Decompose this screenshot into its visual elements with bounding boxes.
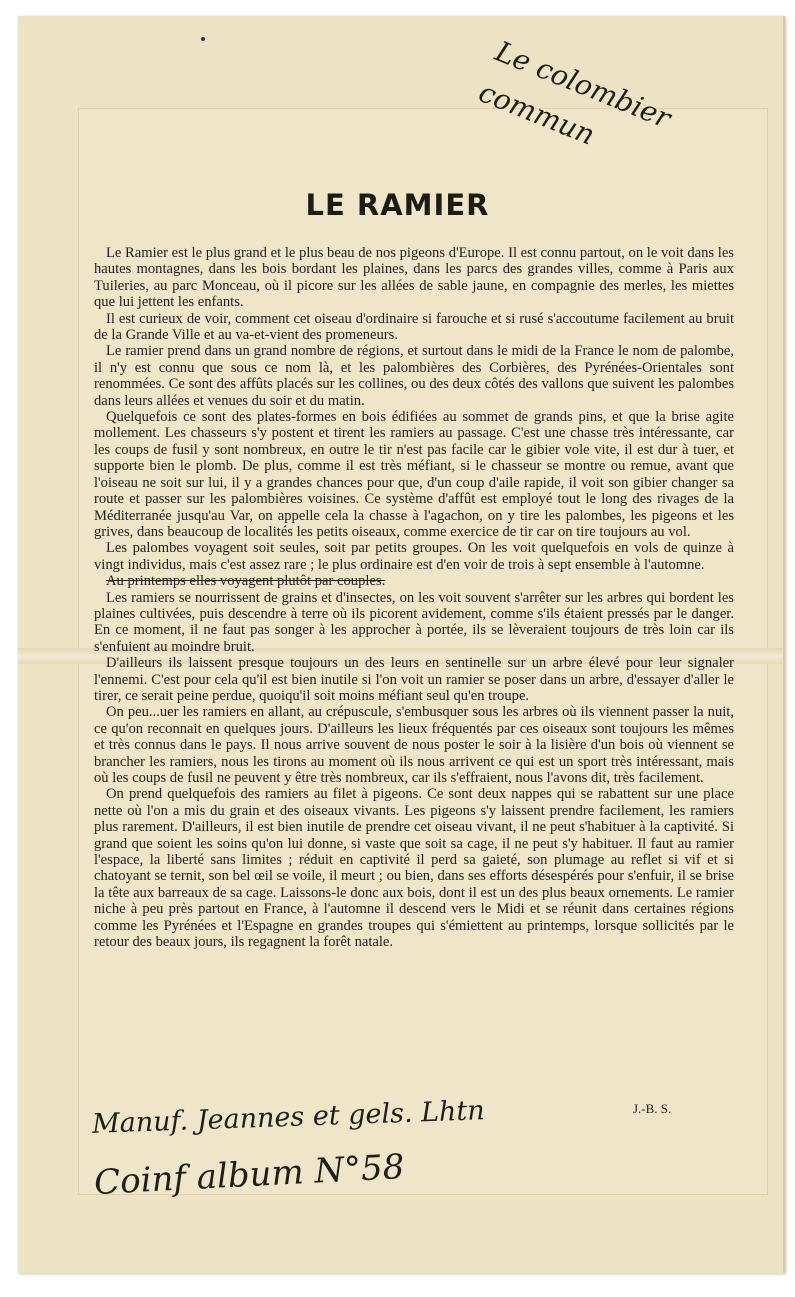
page-title: LE RAMIER [305,188,490,222]
paragraph-struck: Au printemps elles voyagent plutôt par couples. [106,573,386,590]
handwritten-note-top: Le colombier commun [474,34,676,152]
paragraph: On prend quelquefois des ramiers au filet à pigeons. Ce sont deux nappes qui se rabattent sur une place nette où l'on a mis du grain et des oiseaux vivants. Les pigeons s'y laissent prendre facilement, les ramiers plus rarement. D'ailleurs, il est bien inutile de prendre cet oiseau vivant, il ne peut s'habituer à la captivité. Si grand que soient les soins qu'on lui donne, si vaste que soit sa cage, il ne peut s'y habituer. Il faut au ramier l'espace, la liberté sans limites ; réduit en captivité il perd sa gaieté, son plumage au reflet si vif et si chatoyant se ternit, son bel œil se voile, il meurt ; ou bien, dans ses efforts désespérés pour s'enfuir, il se brise la tête aux barreaux de sa cage. Laissons-le donc aux bois, dont il est un des plus beaux ornements. Le ramier niche à peu près partout en France, à l'automne il descend vers le Midi et se réunit dans certaines régions comme les Pyrénées et l'Espagne en grandes troupes qui s'émiettent au printemps, lorsque sollicités par le retour des beaux jours, ils regagnent la forêt natale. [94,786,734,951]
paragraph: Le ramier prend dans un grand nombre de régions, et surtout dans le midi de la France le nom de palombe, il n'y est connu que sous ce nom là, et les palombières des Corbières, des Pyrénées-Orientales sont renommées. Ce sont des affûts placés sur les collines, ou des deux côtés des vallons que suivent les palombes dans leurs allées et venues du soir et du matin. [94,343,734,409]
handwritten-note-bottom-1: Manuf. Jeannes et gels. Lhtn [91,1095,486,1140]
paragraph: D'ailleurs ils laissent presque toujours un des leurs en sentinelle sur un arbre élevé pour leur signaler l'ennemi. C'est pour cela qu'il est bien inutile si l'on voit un ramier se poser dans un arbre, d'essayer d'aller le tirer, ce serait peine perdue, quoiqu'il soit moins méfiant seul qu'en troupe. [94,655,734,704]
ink-dot [201,37,205,41]
author-signature: J.-B. S. [633,1101,672,1116]
handwritten-note-bottom-2: Coinf album N°58 [93,1146,406,1204]
article-body [94,245,734,950]
paragraph: On peu...uer les ramiers en allant, au crépuscule, s'embusquer sous les arbres où ils viennent passer la nuit, ce qu'on reconnait en quelques jours. D'ailleurs les lieux fréquentés par ces oiseaux sont toujours les mêmes et très connus dans le pays. Il nous arrive souvent de nous poster le soir à la lisière d'un bois où viennent se brancher les ramiers, nous les tirons au moment où ils nous arrivent ce qui est un sport très intéressant, mais où les coups de fusil ne peuvent y être très nombreux, car ils s'effraient, nous l'avons dit, très facilement. [94,704,734,786]
paragraph: Quelquefois ce sont des plates-formes en bois édifiées au sommet de grands pins, et que la brise agite mollement. Les chasseurs s'y postent et tirent les ramiers au passage. C'est une chasse très intéressante, car les coups de fusil y sont nombreux, en outre le tir n'est pas facile car le gibier vole vite, il est dur à tuer, et supporte bien le plomb. De plus, comme il est très méfiant, si le chasseur se montre ou remue, avant que l'oiseau ne soit sur lui, il y a grandes chances pour que, d'un coup d'aile rapide, il voit son gibier changer sa route et passer sur les palombières voisines. Ce système d'affût est employé tout le long des rivages de la Méditerranée jusqu'au Var, on appelle cela la chasse à l'agachon, on y tire les palombes, les pigeons et les grives, dans beaucoup de localités les petits oiseaux, comme exercice de tir car on tire toujours au vol. [94,409,734,540]
paragraph: Le Ramier est le plus grand et le plus beau de nos pigeons d'Europe. Il est connu partout, on le voit dans les hautes montagnes, dans les bois bordant les plaines, dans les parcs des grandes villes, comme à Paris aux Tuileries, au parc Monceau, où il picore sur les allées de sable jaune, en compagnie des merles, les miettes que lui jettent les enfants. [94,245,734,311]
paragraph: Les palombes voyagent soit seules, soit par petits groupes. On les voit quelquefois en vols de quinze à vingt individus, mais c'est assez rare ; le plus ordinaire est d'en voir de trois à sept ensemble à l'automne. [94,540,734,573]
paragraph: Les ramiers se nourrissent de grains et d'insectes, on les voit souvent s'arrêter sur les arbres qui bordent les plaines cultivées, puis descendre à terre où ils picorent avidement, comme s'ils étaient pressés par le danger. En ce moment, il ne faut pas songer à les approcher à portée, ils se lèveraient toujours de très loin car ils s'enfuient au moindre bruit. [94,589,734,655]
paragraph: Il est curieux de voir, comment cet oiseau d'ordinaire si farouche et si rusé s'accoutume facilement au bruit de la Grande Ville et au va-et-vient des promeneurs. [94,310,734,344]
